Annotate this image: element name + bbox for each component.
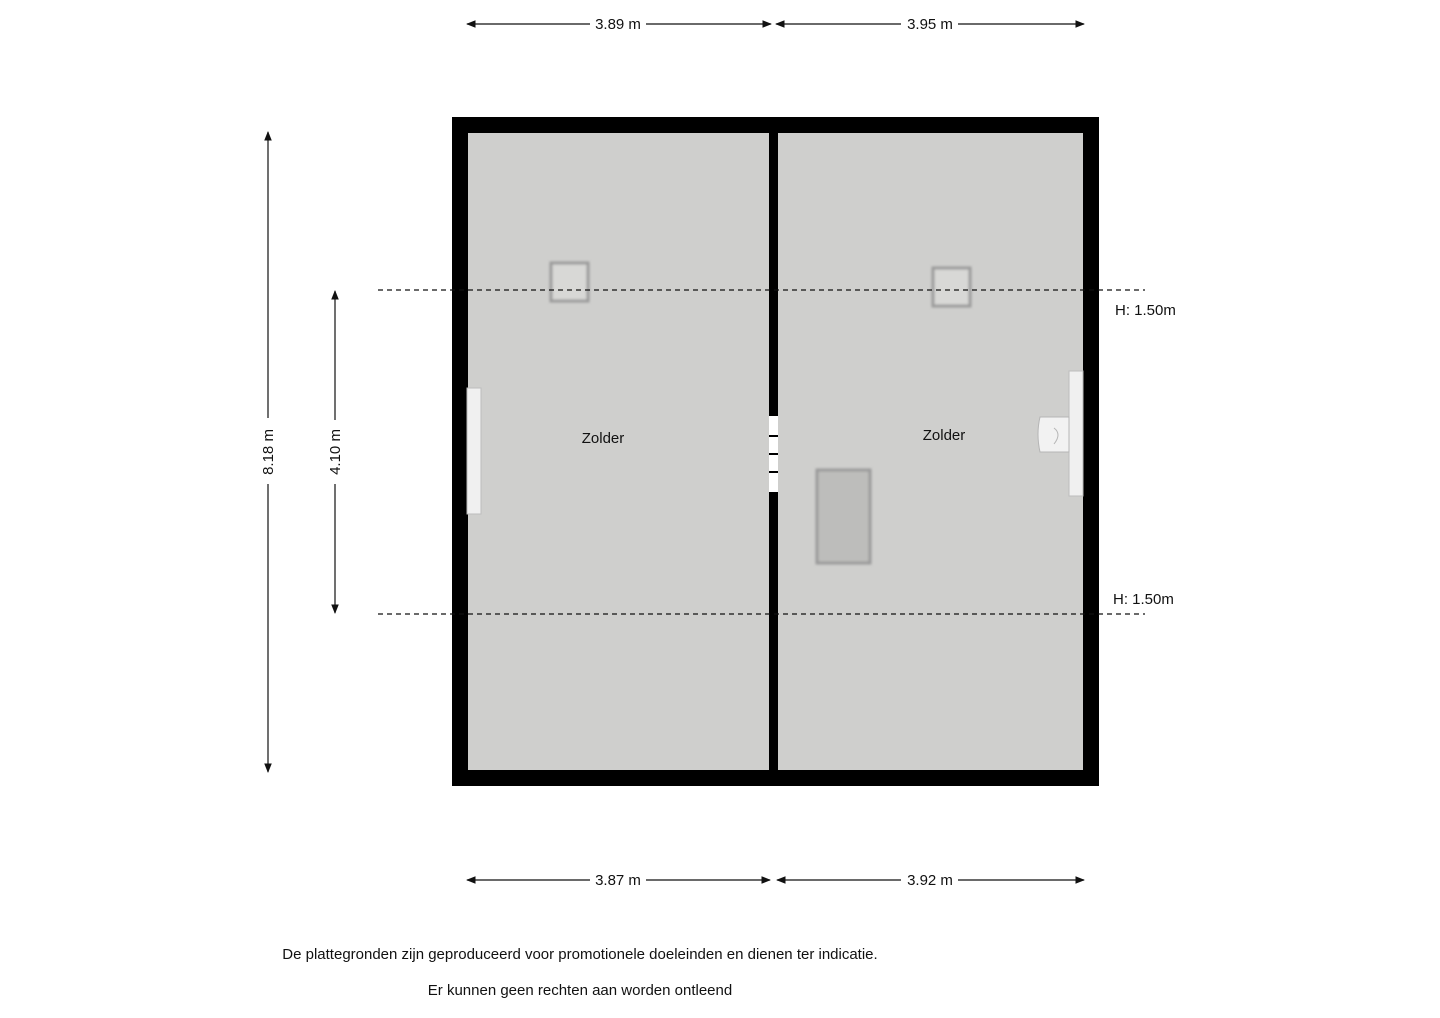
- dim-left-inner: 4.10 m: [327, 429, 344, 475]
- boiler-icon: [1038, 417, 1069, 452]
- room-label-right: Zolder: [922, 427, 966, 444]
- roof-hatch: [817, 470, 870, 563]
- floor-left: [468, 133, 769, 770]
- window-right: [1069, 371, 1083, 496]
- vent-left: [551, 263, 588, 301]
- dim-left-total: 8.18 m: [260, 429, 277, 475]
- dim-top-left: 3.89 m: [595, 16, 641, 33]
- vent-right: [933, 268, 970, 306]
- dim-bottom-left: 3.87 m: [595, 872, 641, 889]
- window-left: [467, 388, 481, 514]
- floor-right: [778, 133, 1083, 770]
- disclaimer-line-1: De plattegronden zijn geproduceerd voor promotionele doeleinden en dienen ter indicatie.: [282, 946, 878, 963]
- height-label-upper: H: 1.50m: [1115, 302, 1176, 319]
- dim-bottom-right: 3.92 m: [907, 872, 953, 889]
- disclaimer-line-2: Er kunnen geen rechten aan worden ontleend: [427, 982, 733, 999]
- dim-top-right: 3.95 m: [907, 16, 953, 33]
- height-label-lower: H: 1.50m: [1113, 591, 1174, 608]
- room-label-left: Zolder: [581, 430, 625, 447]
